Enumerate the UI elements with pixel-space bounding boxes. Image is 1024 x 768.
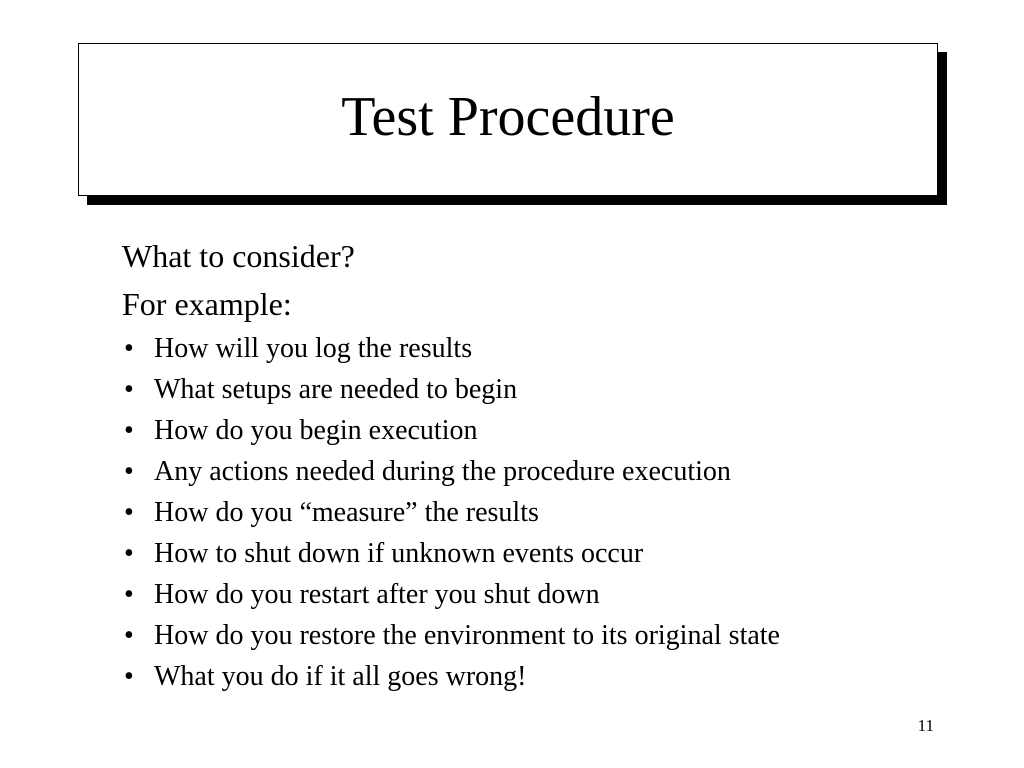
bullet-item — [122, 533, 982, 574]
bullet-icon: • — [124, 456, 134, 487]
bullet-text: How do you restart after you shut down — [154, 579, 600, 610]
bullet-text: How do you “measure” the results — [154, 497, 539, 528]
bullet-text: How do you begin execution — [154, 415, 478, 446]
bullet-icon: • — [124, 497, 134, 528]
bullet-item — [122, 492, 982, 533]
bullet-icon: • — [124, 620, 134, 651]
bullet-icon: • — [124, 415, 134, 446]
bullet-item — [122, 451, 982, 492]
bullet-text: What you do if it all goes wrong! — [154, 661, 527, 692]
bullet-text: How do you restore the environment to its original state — [154, 620, 780, 651]
slide-title: Test Procedure — [341, 85, 675, 148]
bullet-item — [122, 328, 982, 369]
intro-question: What to consider? — [122, 238, 355, 274]
bullet-item — [122, 656, 982, 697]
intro-example-label: For example: — [122, 286, 292, 322]
bullet-icon: • — [124, 538, 134, 569]
bullet-icon: • — [124, 579, 134, 610]
bullet-list — [122, 328, 982, 697]
bullet-item — [122, 574, 982, 615]
bullet-item — [122, 369, 982, 410]
bullet-text: Any actions needed during the procedure execution — [154, 456, 731, 487]
page-number: 11 — [917, 716, 934, 735]
bullet-text: How to shut down if unknown events occur — [154, 538, 644, 569]
slide-body — [122, 232, 982, 697]
bullet-item — [122, 410, 982, 451]
bullet-icon: • — [124, 333, 134, 364]
bullet-item — [122, 615, 982, 656]
title-box — [78, 43, 938, 196]
bullet-text: What setups are needed to begin — [154, 374, 518, 405]
bullet-icon: • — [124, 661, 134, 692]
bullet-text: How will you log the results — [154, 333, 473, 364]
bullet-icon: • — [124, 374, 134, 405]
